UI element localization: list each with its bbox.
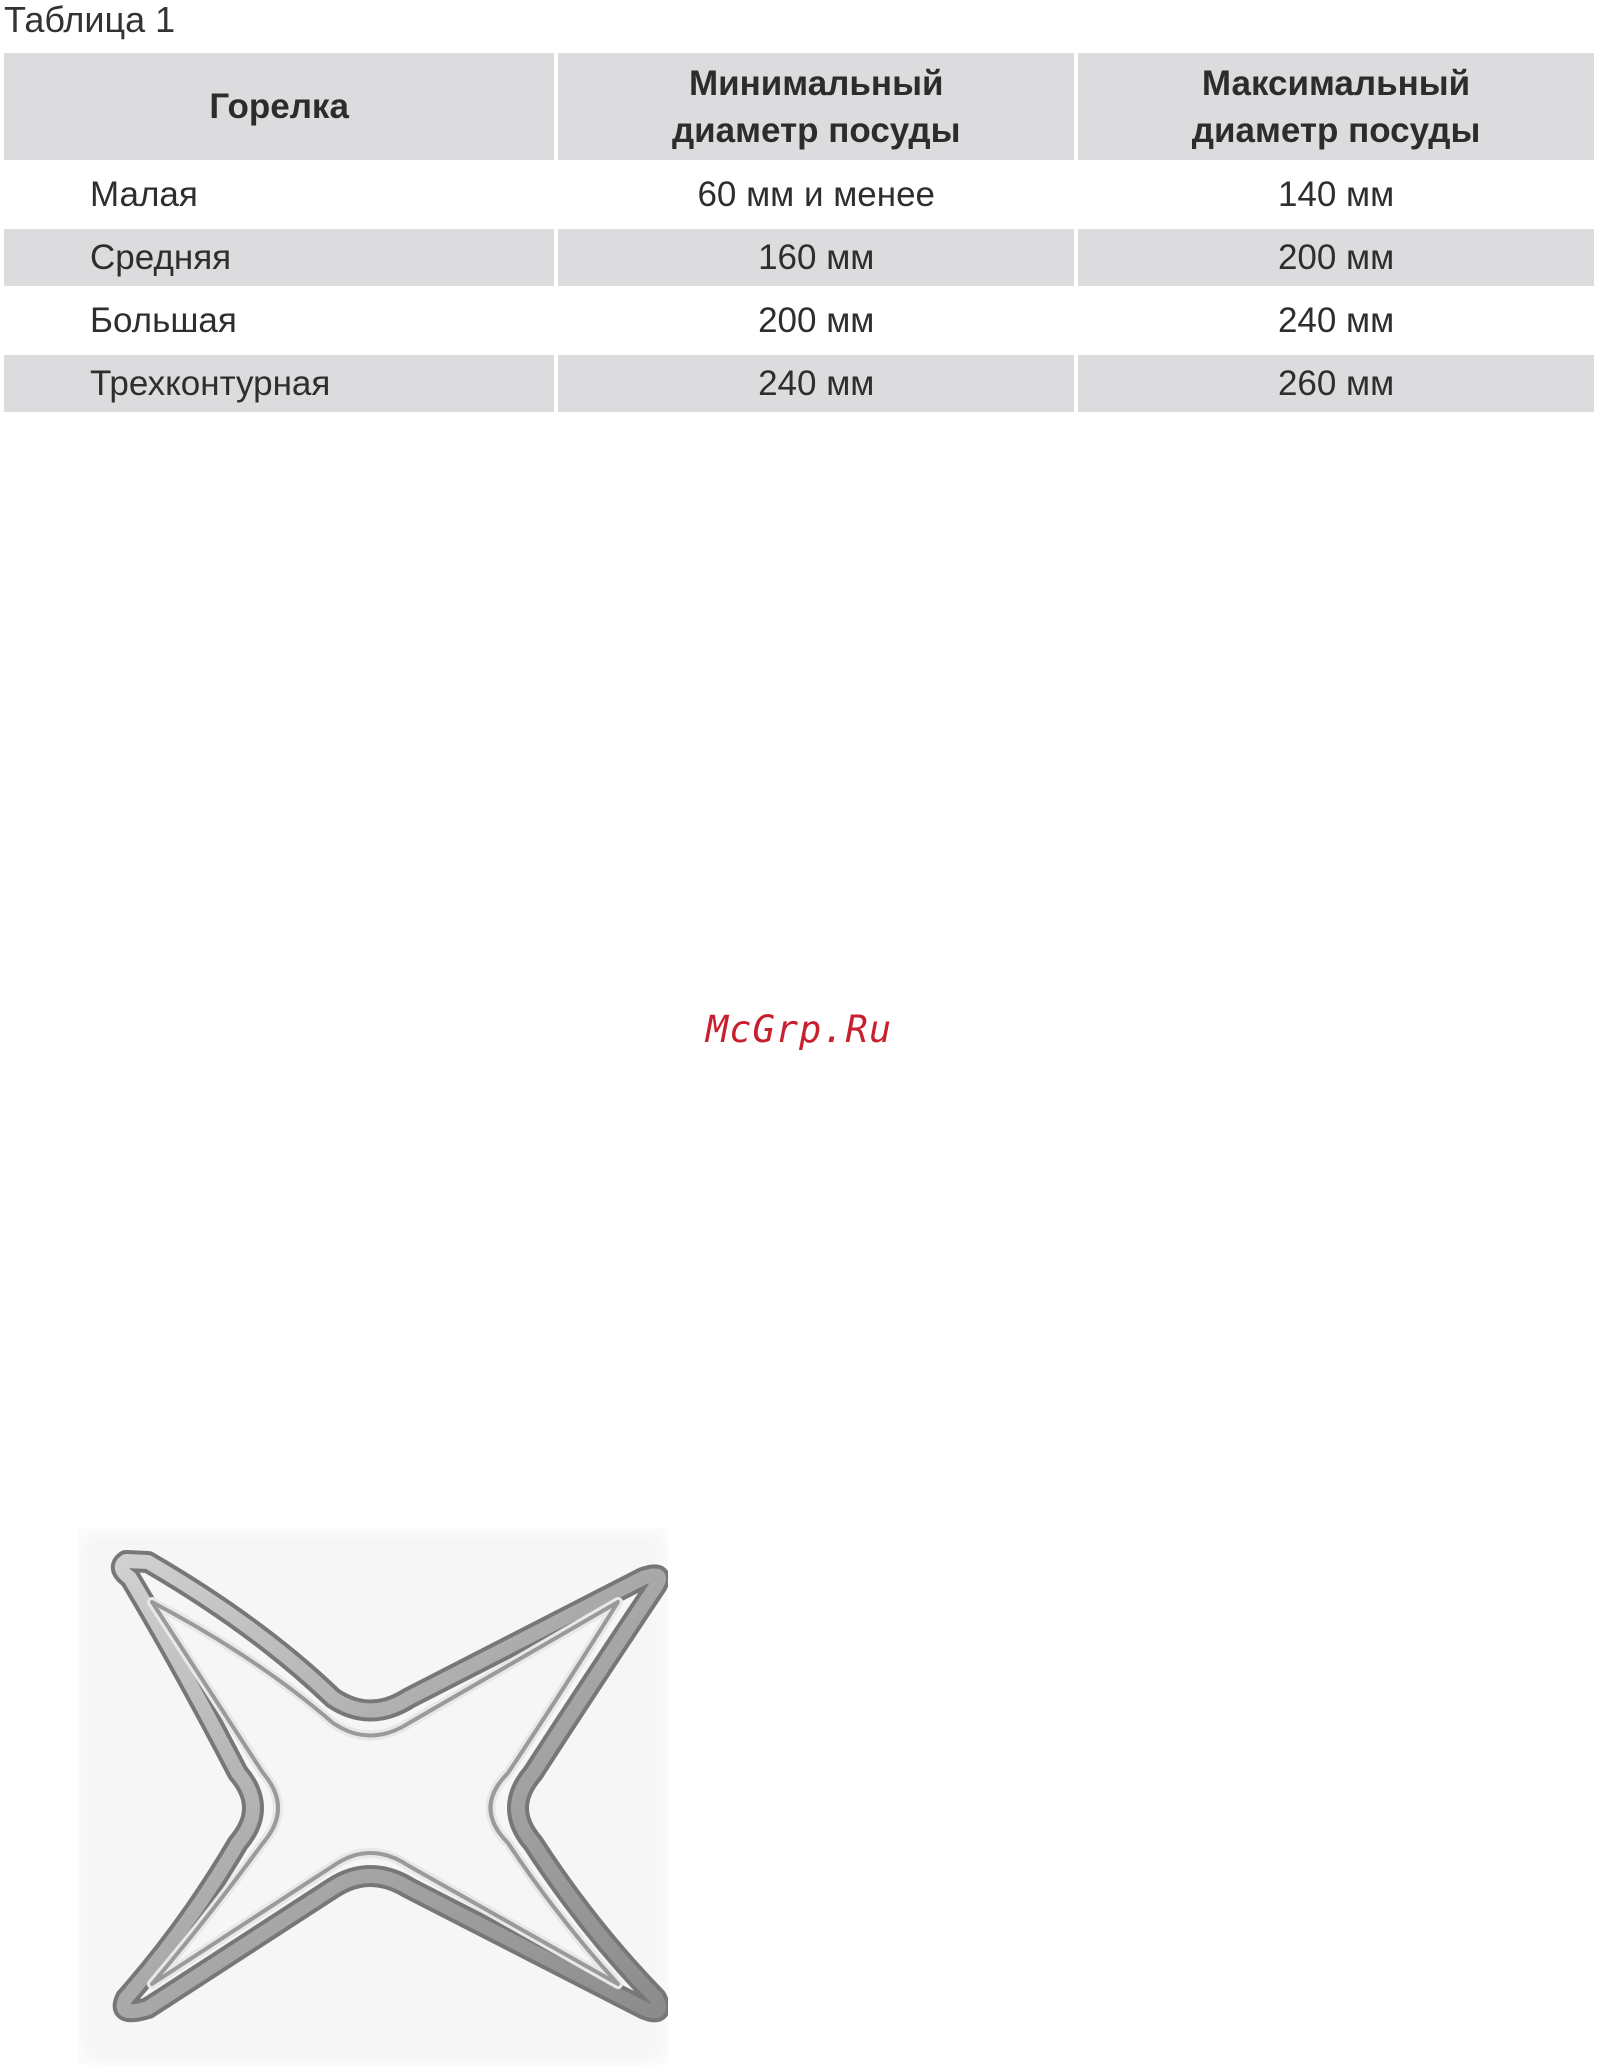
cell-min: 200 мм [554, 292, 1074, 349]
header-max-diameter-text: Максимальный диаметр посуды [1191, 63, 1481, 150]
cell-max: 200 мм [1074, 229, 1594, 286]
cell-max: 140 мм [1074, 166, 1594, 223]
header-max-diameter [1074, 53, 1594, 160]
header-burner: Горелка [4, 53, 554, 160]
table-row [4, 292, 1594, 349]
table-row [4, 166, 1594, 223]
header-min-diameter [554, 53, 1074, 160]
table-caption: Таблица 1 [4, 0, 176, 40]
table-row [4, 229, 1594, 286]
table-header-row [4, 53, 1594, 160]
cell-burner: Средняя [4, 229, 554, 286]
cell-max: 240 мм [1074, 292, 1594, 349]
cell-burner: Трехконтурная [4, 355, 554, 412]
header-min-diameter-text: Минимальный диаметр посуды [671, 63, 961, 150]
cell-max: 260 мм [1074, 355, 1594, 412]
cell-burner: Большая [90, 300, 237, 340]
pan-support-grate-icon [78, 1528, 668, 2065]
burner-diameter-table [4, 53, 1594, 412]
cell-burner: Малая [90, 174, 198, 214]
cell-min: 160 мм [554, 229, 1074, 286]
watermark: McGrp.Ru [705, 1008, 893, 1051]
cell-min: 240 мм [554, 355, 1074, 412]
cell-min: 60 мм и менее [554, 166, 1074, 223]
table-row [4, 355, 1594, 412]
